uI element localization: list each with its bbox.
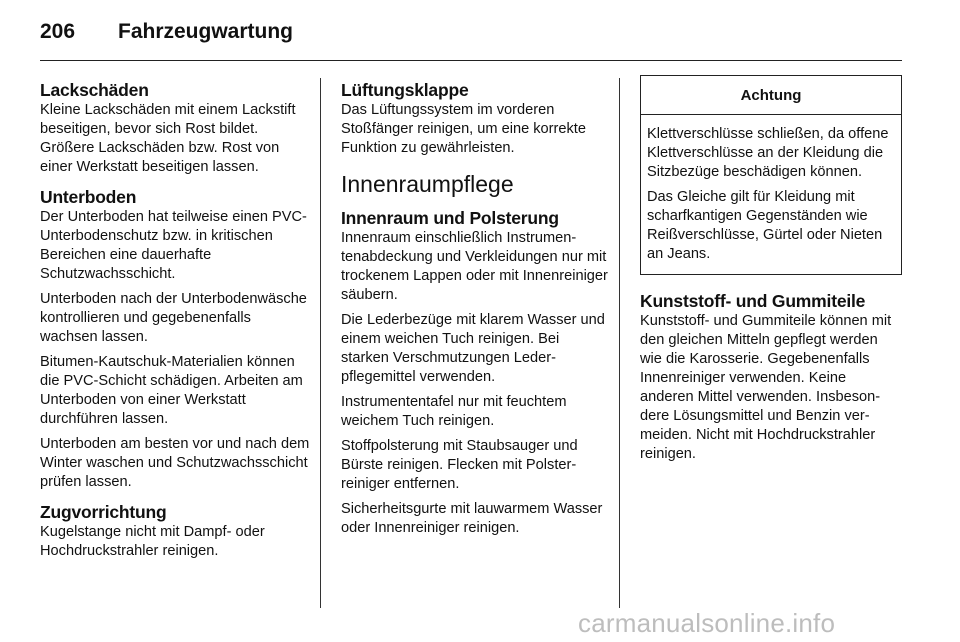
paragraph: Unterboden nach der Unterbodenwäsche kontrollieren und gegebenenfalls wachsen lassen.	[40, 291, 307, 345]
heading-unterboden: Unterboden	[40, 187, 137, 207]
paragraph: Der Unterboden hat teilweise einen PVC-Unterbodenschutz bzw. in kritischen Bereichen eine dauerhafte Schutzwachsschicht.	[40, 209, 307, 282]
warning-body	[641, 115, 901, 274]
paragraph: Unterboden am besten vor und nach dem Winter waschen und Schutzwachsschicht prüfen lassen.	[40, 436, 310, 490]
paragraph: Klettverschlüsse schließen, da offene Klettverschlüsse an der Kleidung die Sitzbezüge beschädigen können.	[647, 126, 889, 180]
heading-innenraumpflege: Innenraumpflege	[341, 171, 514, 197]
paragraph: Kleine Lackschäden mit einem Lackstift beseitigen, bevor sich Rost bildet. Größere Lackschäden bzw. Rost von einer Werkstatt beseitigen lassen.	[40, 102, 296, 175]
section-lueftungsklappe	[341, 80, 611, 158]
watermark: carmanualsonline.info	[578, 608, 836, 638]
section-lackschaeden	[40, 80, 310, 177]
heading-lueftungsklappe: Lüftungsklappe	[341, 80, 469, 100]
paragraph: Das Gleiche gilt für Kleidung mit scharfkantigen Gegenständen wie Reißverschlüsse, Gürtel oder Nieten an Jeans.	[647, 189, 883, 262]
heading-zugvorrichtung: Zugvorrichtung	[40, 502, 167, 522]
column-2	[341, 80, 611, 548]
paragraph: Kunststoff- und Gummiteile können mit den gleichen Mitteln gepflegt werden wie die Karosserie. Gegebenenfalls Innenreiniger verwenden. Keine anderen Mittel verwenden. Insbesondere Lösungsmittel und Benzin vermeiden. Nicht mit Hochdruckstrahler reinigen.	[640, 313, 892, 462]
heading-polsterung: Innenraum und Polsterung	[341, 208, 559, 228]
warning-title: Achtung	[641, 76, 901, 115]
paragraph: Die Lederbezüge mit klarem Wasser und einem weichen Tuch reinigen. Bei starken Verschmutzungen Lederpflegemittel verwenden.	[341, 312, 605, 385]
section-polsterung	[341, 208, 611, 538]
heading-lackschaeden: Lackschäden	[40, 80, 149, 100]
section-zugvorrichtung	[40, 502, 310, 561]
section-kunststoff	[640, 291, 902, 464]
heading-kunststoff: Kunststoff- und Gummiteile	[640, 291, 866, 311]
paragraph: Instrumententafel nur mit feuchtem weichem Tuch reinigen.	[341, 394, 567, 429]
column-divider-2	[619, 78, 620, 608]
paragraph: Sicherheitsgurte mit lauwarmem Wasser oder Innenreiniger reinigen.	[341, 501, 603, 536]
header-divider	[40, 60, 902, 61]
column-divider-1	[320, 78, 321, 608]
column-1	[40, 80, 310, 571]
page-title: Fahrzeugwartung	[118, 20, 294, 43]
warning-box	[640, 75, 902, 275]
paragraph: Das Lüftungssystem im vorderen Stoßfänger reinigen, um eine korrekte Funktion zu gewährleisten.	[341, 102, 586, 156]
column-3	[640, 80, 902, 474]
paragraph: Innenraum einschließlich Instrumentenabdeckung und Verkleidungen nur mit trockenem Lappen oder mit Innenreiniger säubern.	[341, 230, 608, 303]
paragraph: Kugelstange nicht mit Dampf- oder Hochdruckstrahler reinigen.	[40, 524, 265, 559]
section-unterboden	[40, 187, 310, 492]
paragraph: Stoffpolsterung mit Staubsauger und Bürste reinigen. Flecken mit Polsterreiniger entfernen.	[341, 438, 578, 492]
paragraph: Bitumen-Kautschuk-Materialien können die PVC-Schicht schädigen. Arbeiten am Unterboden von einer Werkstatt durchführen lassen.	[40, 354, 303, 427]
page-number: 206	[40, 20, 76, 43]
